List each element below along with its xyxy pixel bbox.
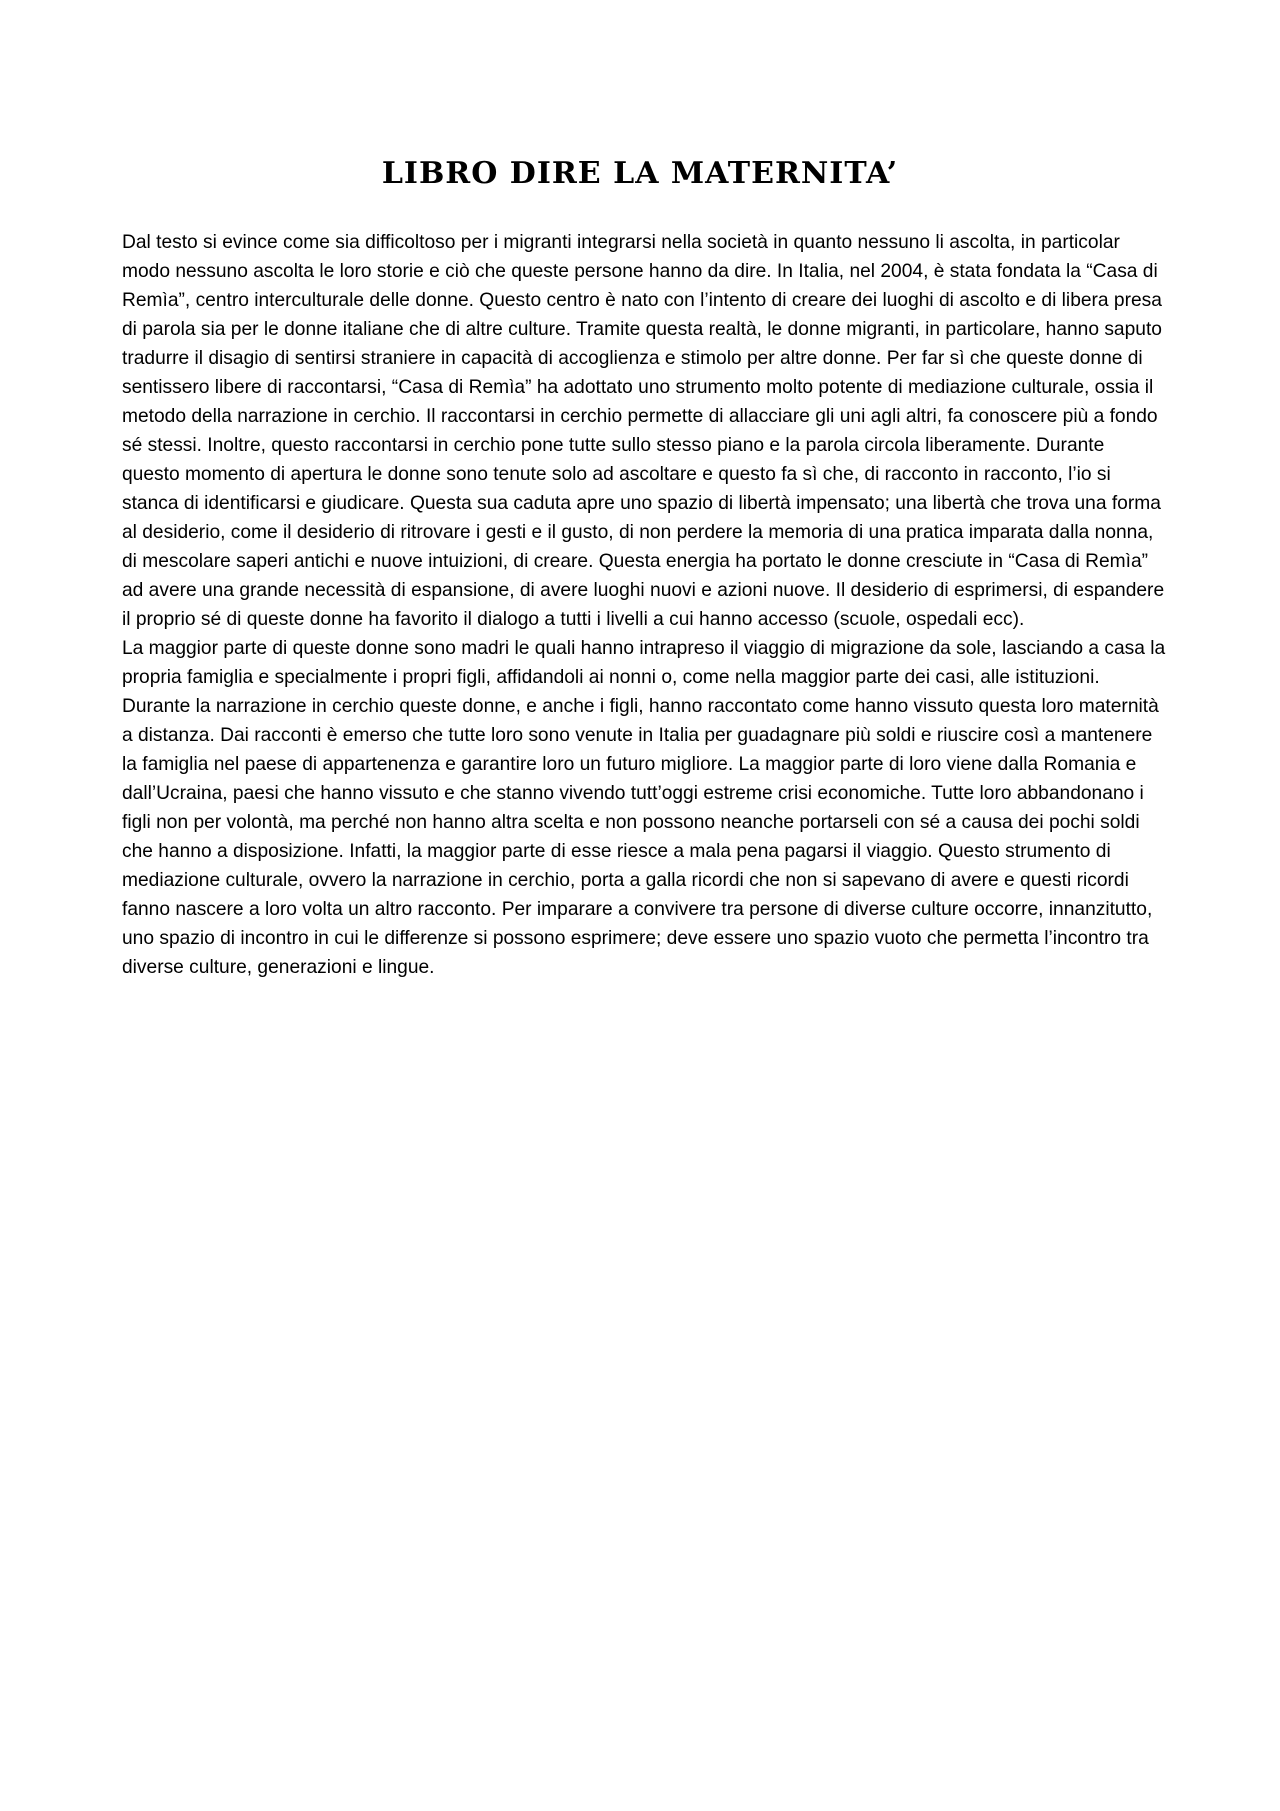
document-body	[122, 228, 1167, 982]
paragraph-1: Dal testo si evince come sia difficoltoso per i migranti integrarsi nella società in quanto nessuno li ascolta, in particolar modo nessuno ascolta le loro storie e ciò che queste persone hanno da dire. In Italia, nel 2004, è stata fondata la “Casa di Remìa”, centro interculturale delle donne. Questo centro è nato con l’intento di creare dei luoghi di ascolto e di libera presa di parola sia per le donne italiane che di altre culture. Tramite questa realtà, le donne migranti, in particolare, hanno saputo tradurre il disagio di sentirsi straniere in capacità di accoglienza e stimolo per altre donne. Per far sì che queste donne di sentissero libere di raccontarsi, “Casa di Remìa” ha adottato uno strumento molto potente di mediazione culturale, ossia il metodo della narrazione in cerchio. Il raccontarsi in cerchio permette di allacciare gli uni agli altri, fa conoscere più a fondo sé stessi. Inoltre, questo raccontarsi in cerchio pone tutte sullo stesso piano e la parola circola liberamente. Durante questo momento di apertura le donne sono tenute solo ad ascoltare e questo fa sì che, di racconto in racconto, l’io si stanca di identificarsi e giudicare. Questa sua caduta apre uno spazio di libertà impensato; una libertà che trova una forma al desiderio, come il desiderio di ritrovare i gesti e il gusto, di non perdere la memoria di una pratica imparata dalla nonna, di mescolare saperi antichi e nuove intuizioni, di creare. Questa energia ha portato le donne cresciute in “Casa di Remìa” ad avere una grande necessità di espansione, di avere luoghi nuovi e azioni nuove. Il desiderio di esprimersi, di espandere il proprio sé di queste donne ha favorito il dialogo a tutti i livelli a cui hanno accesso (scuole, ospedali ecc).	[122, 232, 1165, 630]
paragraph-2: La maggior parte di queste donne sono madri le quali hanno intrapreso il viaggio di migrazione da sole, lasciando a casa la propria famiglia e specialmente i propri figli, affidandoli ai nonni o, come nella maggior parte dei casi, alle istituzioni. Durante la narrazione in cerchio queste donne, e anche i figli, hanno raccontato come hanno vissuto questa loro maternità a distanza. Dai racconti è emerso che tutte loro sono venute in Italia per guadagnare più soldi e riuscire così a mantenere la famiglia nel paese di appartenenza e garantire loro un futuro migliore. La maggior parte di loro viene dalla Romania e dall’Ucraina, paesi che hanno vissuto e che stanno vivendo tutt’oggi estreme crisi economiche. Tutte loro abbandonano i figli non per volontà, ma perché non hanno altra scelta e non possono neanche portarseli con sé a causa dei pochi soldi che hanno a disposizione. Infatti, la maggior parte di esse riesce a mala pena pagarsi il viaggio. Questo strumento di mediazione culturale, ovvero la narrazione in cerchio, porta a galla ricordi che non si sapevano di avere e questi ricordi fanno nascere a loro volta un altro racconto. Per imparare a convivere tra persone di diverse culture occorre, innanzitutto, uno spazio di incontro in cui le differenze si possono esprimere; deve essere uno spazio vuoto che permetta l’incontro tra diverse culture, generazioni e lingue.	[122, 638, 1166, 978]
document-title: LIBRO DIRE LA MATERNITA’	[381, 156, 899, 191]
